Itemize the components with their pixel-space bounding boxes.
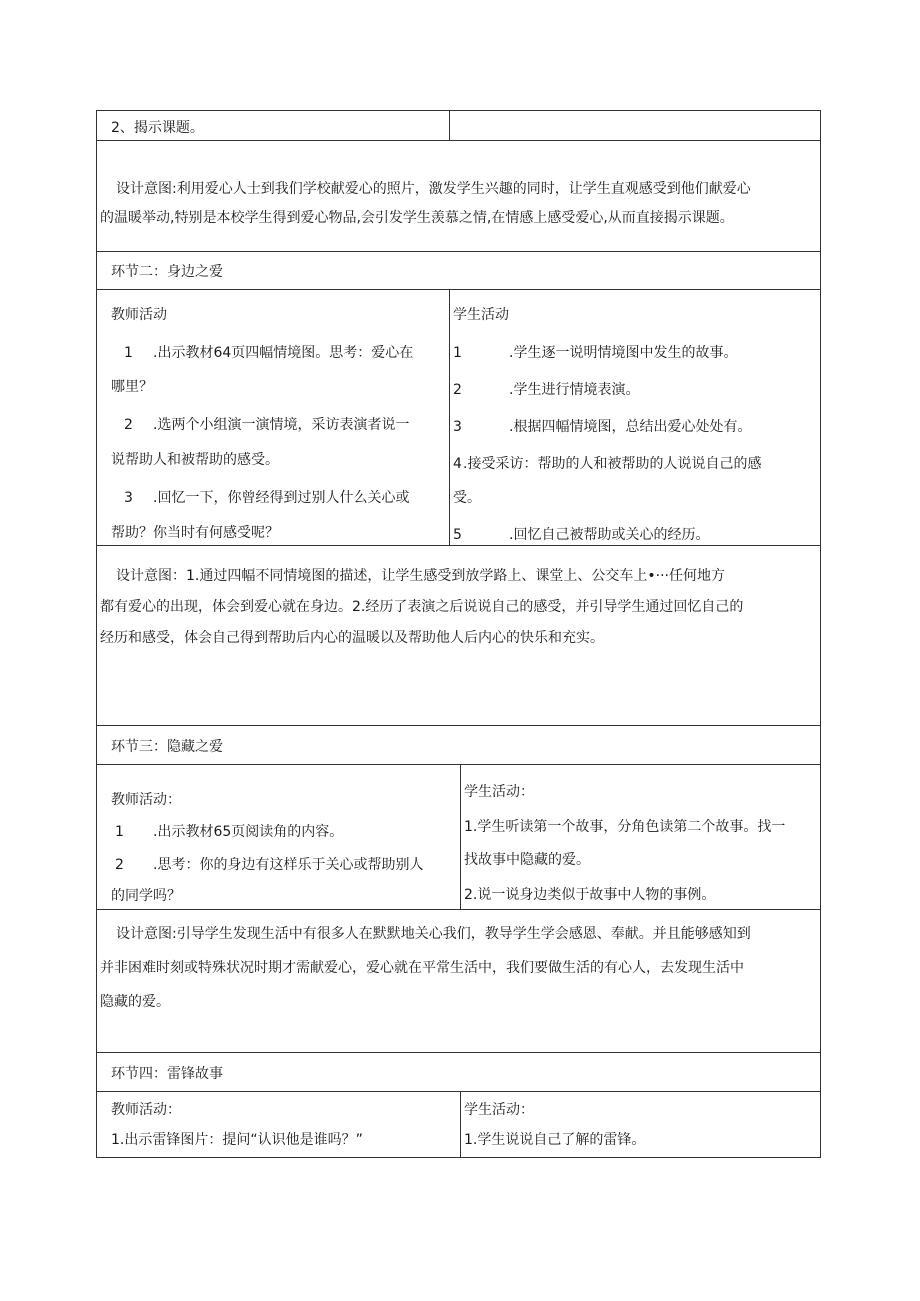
student-item-cont: 受。 — [453, 490, 481, 506]
teacher-activity-cell — [97, 290, 450, 545]
student-activity-cell — [461, 1092, 820, 1157]
design-intent-line: 经历和感受，体会自己得到帮助后内心的温暖以及帮助他人后内心的快乐和充实。 — [100, 630, 604, 646]
section-4-activities — [97, 1092, 821, 1158]
student-activity-cell — [461, 765, 820, 909]
section-4-heading — [97, 1053, 821, 1092]
student-activity-heading: 学生活动： — [464, 1102, 534, 1118]
item-number: 3 — [124, 490, 133, 506]
design-intent-line: 的温暖举动,特别是本校学生得到爱心物品,会引发学生羡慕之情,在情感上感受爱心,从而直接揭示课题。 — [100, 210, 734, 226]
student-item: .根据四幅情境图，总结出爱心处处有。 — [509, 419, 752, 435]
section-title: 环节二：身边之爱 — [111, 264, 223, 280]
teacher-item: .思考：你的身边有这样乐于关心或帮助别人 — [153, 857, 424, 873]
design-intent-line: 设计意图:利用爱心人士到我们学校献爱心的照片，激发学生兴趣的同时，让学生直观感受到他们献爱心 — [116, 181, 751, 197]
design-intent-3 — [97, 910, 821, 1053]
topic-left-cell — [97, 111, 450, 140]
item-number: 3 — [453, 419, 462, 435]
design-intent-2 — [97, 546, 821, 726]
section-title: 环节四：雷锋故事 — [111, 1066, 223, 1082]
teacher-activity-heading: 教师活动： — [111, 1102, 181, 1118]
student-item-cont: 找故事中隐藏的爱。 — [464, 852, 590, 868]
section-title: 环节三：隐藏之爱 — [111, 739, 223, 755]
item-number: 2 — [124, 417, 133, 433]
student-item: 1.学生说说自己了解的雷锋。 — [464, 1132, 646, 1148]
item-number: 2 — [115, 857, 124, 873]
student-item: .学生进行情境表演。 — [509, 382, 640, 398]
item-number: 1 — [453, 345, 462, 361]
student-item: 1.学生听读第一个故事，分角色读第二个故事。找一 — [464, 819, 786, 835]
design-intent-1 — [97, 141, 821, 252]
item-number: 2 — [453, 382, 462, 398]
teacher-item-cont: 帮助？你当时有何感受呢？ — [111, 525, 279, 541]
item-number: 1 — [115, 824, 124, 840]
teacher-activity-cell — [97, 1092, 461, 1157]
item-number: 1 — [124, 345, 133, 361]
reveal-topic-text: 2、揭示课题。 — [111, 120, 204, 136]
section-2-heading — [97, 252, 821, 290]
section-3-activities — [97, 765, 821, 910]
design-intent-line: 都有爱心的出现，体会到爱心就在身边。2.经历了表演之后说说自己的感受，并引导学生通过回忆自己的 — [100, 599, 744, 615]
section-2-activities — [97, 290, 821, 546]
teacher-item: .回忆一下，你曾经得到过别人什么关心或 — [153, 490, 410, 506]
teacher-item: 1.出示雷锋图片：提问“认识他是谁吗？” — [111, 1132, 363, 1148]
section-3-heading — [97, 726, 821, 765]
student-item: .学生逐一说明情境图中发生的故事。 — [509, 345, 738, 361]
design-intent-line: 并非困难时刻或特殊状况时期才需献爱心，爱心就在平常生活中，我们要做生活的有心人，去发现生活中 — [100, 960, 744, 976]
student-activity-heading: 学生活动： — [464, 784, 534, 800]
teacher-item-cont: 的同学吗？ — [111, 888, 181, 904]
teacher-activity-cell — [97, 765, 461, 909]
topic-row — [97, 111, 821, 141]
teacher-activity-heading: 教师活动 — [111, 307, 167, 323]
design-intent-line: 设计意图:引导学生发现生活中有很多人在默默地关心我们，教导学生学会感恩、奉献。并且能够感知到 — [116, 926, 751, 942]
design-intent-line: 隐藏的爱。 — [100, 994, 170, 1010]
teacher-item: .出示教材65页阅读角的内容。 — [153, 824, 344, 840]
teacher-activity-heading: 教师活动： — [111, 792, 181, 808]
student-activity-heading: 学生活动 — [453, 307, 509, 323]
lesson-plan-table — [96, 110, 821, 1158]
student-item: 2.说一说身边类似于故事中人物的事例。 — [464, 887, 716, 903]
design-intent-line: 设计意图：1.通过四幅不同情境图的描述，让学生感受到放学路上、课堂上、公交车上•···任何地方 — [116, 568, 725, 584]
item-number: 4 — [453, 456, 462, 472]
student-activity-cell — [450, 290, 820, 545]
teacher-item-cont: 哪里？ — [111, 379, 153, 395]
topic-right-cell — [450, 111, 820, 140]
student-item: .回忆自己被帮助或关心的经历。 — [509, 527, 710, 543]
student-item: .接受采访：帮助的人和被帮助的人说说自己的感 — [463, 456, 762, 472]
teacher-item: .出示教材64页四幅情境图。思考：爱心在 — [153, 345, 414, 361]
teacher-item: .选两个小组演一演情境，采访表演者说一 — [153, 417, 410, 433]
teacher-item-cont: 说帮助人和被帮助的感受。 — [111, 452, 279, 468]
item-number: 5 — [453, 527, 462, 543]
